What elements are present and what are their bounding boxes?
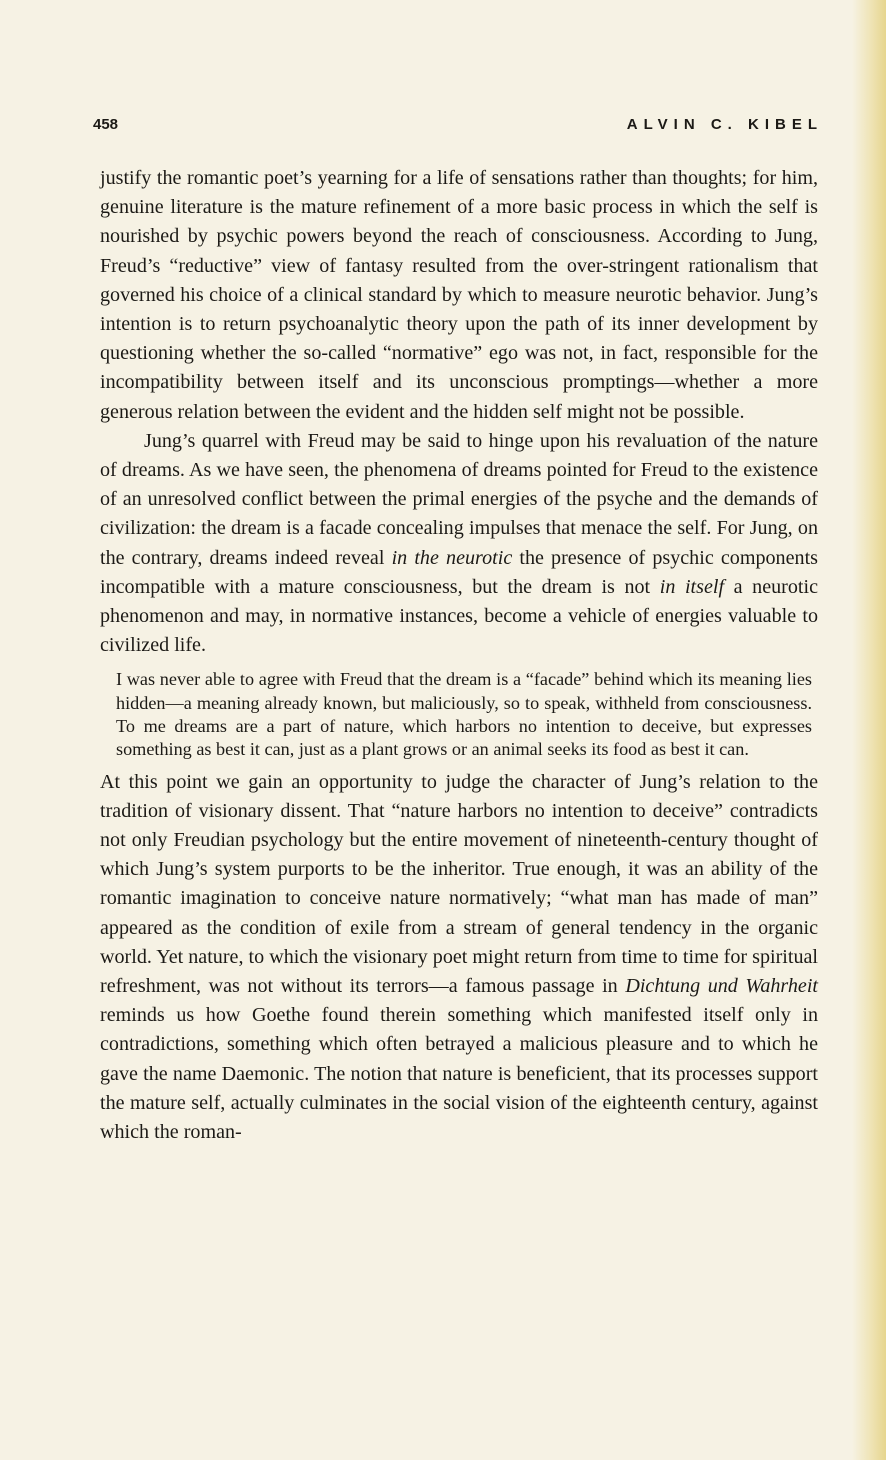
page-number: 458 xyxy=(93,116,119,133)
body-text xyxy=(100,164,818,1147)
paragraph-1-text: justify the romantic poet’s yearning for a life of sensations rather than thoughts; for him, genuine literature is the mature refinement of a more basic process in which the self is nourished by psychic powers beyond the reach of consciousness. According to Jung, Freud’s “reductive” view of fantasy resulted from the over-stringent rationalism that governed his choice of a clinical standard by which to measure neurotic behavior. Jung’s intention is to return psychoanalytic theory upon the path of its inner development by questioning whether the so-called “normative” ego was not, in fact, responsible for the incompatibility between itself and its unconscious promptings—whether a more generous relation between the evident and the hidden self might not be possible. xyxy=(100,167,818,423)
page-edge-shading xyxy=(852,0,886,1460)
paragraph-2-italic-a: in the neurotic xyxy=(391,546,513,569)
paragraph-3-text-b: reminds us how Goethe found therein something which manifested itself only in contradictions, something which often betrayed a malicious pleasure and to which he gave the name Daemonic. The notion that nature is beneficient, that its processes support the mature self, actually culminates in the social vision of the eighteenth century, against which the roman- xyxy=(100,1004,818,1144)
paragraph-2-text-a: Jung’s quarrel with Freud may be said to hinge upon his revaluation of the nature of dreams. As we have seen, the phenomena of dreams pointed for Freud to the existence of an unresolved conflict between the primal energies of the psyche and the demands of civilization: the dream is a facade concealing impulses that menace the self. For Jung, on the contrary, dreams indeed reveal xyxy=(100,429,818,569)
paragraph-2-text-c: a neurotic phenomenon and may, in normative instances, become a vehicle of energies valuable to civilized life. xyxy=(100,575,819,657)
paragraph-2-italic-b: in itself xyxy=(659,575,725,598)
block-quote-text: I was never able to agree with Freud that the dream is a “facade” behind which its meaning lies hidden—a meaning already known, but maliciously, so to speak, withheld from consciousness. To me dreams are a part of nature, which harbors no intention to deceive, but expresses something as best it can, just as a plant grows or an animal seeks its food as best it can. xyxy=(116,669,812,760)
block-quote xyxy=(116,668,812,761)
paragraph-2-text-b: the presence of psychic components incompatible with a mature consciousness, but the dream is not xyxy=(100,546,818,598)
paragraph-3 xyxy=(100,768,818,1148)
paragraph-1 xyxy=(100,164,818,427)
running-head-author: ALVIN C. KIBEL xyxy=(626,116,823,133)
paragraph-3-italic-title: Dichtung und Wahrheit xyxy=(625,975,819,998)
paragraph-3-text-a: At this point we gain an opportunity to judge the character of Jung’s relation to the tradition of visionary dissent. That “nature harbors no intention to deceive” contradicts not only Freudian psychology but the entire movement of nineteenth-century thought of which Jung’s system purports to be the inheritor. True enough, it was an ability of the romantic imagination to conceive nature normatively; “what man has made of man” appeared as the condition of exile from a stream of general tendency in the organic world. Yet nature, to which the visionary poet might return from time to time for spiritual refreshment, was not without its terrors—a famous passage in xyxy=(100,770,818,998)
page-header xyxy=(93,116,823,140)
paragraph-2 xyxy=(100,427,818,661)
